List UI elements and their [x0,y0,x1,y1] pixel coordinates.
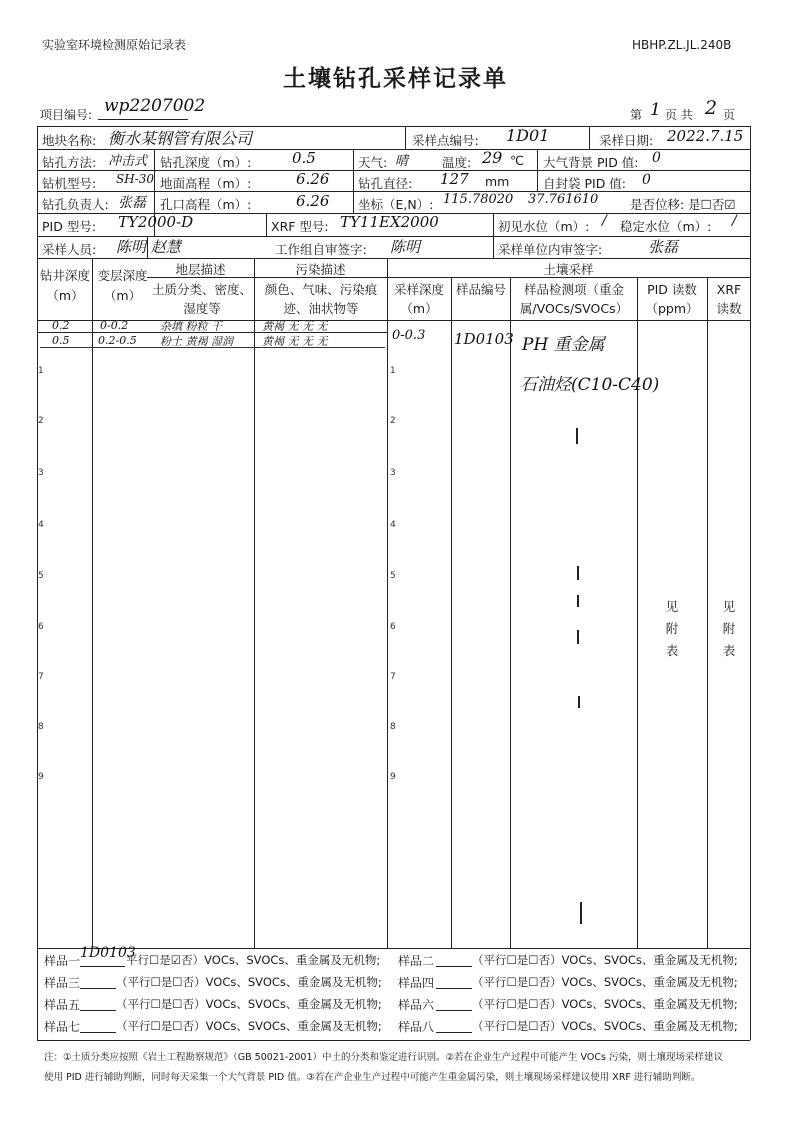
coord-e: 115.78020 [443,192,514,207]
col-pollution-sub: 颜色、气味、污染痕迹、油状物等 [264,282,378,316]
page-title: 土壤钻孔采样记录单 [283,65,508,92]
row-1-geo: 杂填 粉粒 干 [160,320,222,333]
sample-8-label: 样品八 [398,1020,435,1034]
sample-5-label: 样品五 [44,998,81,1012]
point-no-value: 1D01 [506,126,550,145]
scale-mark-5: 5 [38,571,44,581]
sampler-label: 采样人员: [42,242,97,257]
scale-mark-r5: 5 [390,571,396,581]
scale-mark-9: 9 [38,772,44,782]
unit-reviewer-label: 采样单位内审签字: [498,242,603,257]
weather-label: 天气: [358,155,388,170]
leader-label: 钻孔负责人: [42,197,109,212]
unit-reviewer-value: 张磊 [648,238,679,256]
water-stable-label: 稳定水位（m）: [620,219,712,234]
page-number: 1 [650,100,661,120]
page-prefix: 第 [630,108,643,122]
ground-label: 地面高程（m）: [160,176,252,191]
temp-value: 29 [482,148,503,167]
row-1-depth: 0.2 [52,319,70,332]
scale-mark-r6: 6 [390,622,396,632]
pid-see-appendix: 见附表 [665,599,679,658]
reviewer-value: 陈明 [390,238,421,256]
method-label: 钻孔方法: [42,155,97,170]
coord-n: 37.761610 [528,192,599,207]
diameter-value: 127 [440,170,469,188]
scale-mark-r1: 1 [390,366,396,376]
col-layer-depth: 变层深度（m） [97,268,148,303]
sample-1-label: 样品一 [44,954,81,968]
water-first-label: 初见水位（m）: [498,219,590,234]
scale-mark-4: 4 [38,520,44,530]
document-code: HBHP.ZL.JL.240B [632,38,732,52]
test-item-2: 石油烃(C10-C40) [520,375,660,395]
depth-label: 钻孔深度（m）: [160,155,252,170]
sample-4-label: 样品四 [398,976,435,990]
ground-value: 6.26 [296,170,330,188]
weather-value: 晴 [395,154,409,169]
sample-7-label: 样品七 [44,1020,81,1034]
coord-label: 坐标（E,N）: [358,197,434,212]
water-stable-value: / [732,213,737,229]
sample-1-value: 1D0103 [80,945,136,961]
plot-name-label: 地块名称: [42,133,97,148]
xrf-value: TY11EX2000 [340,213,439,231]
leader-value: 张磊 [118,195,146,211]
sample-5-parallel: （平行☐是☐否）VOCs、SVOCs、重金属及无机物; [116,997,382,1011]
bag-pid-value: 0 [642,172,651,188]
scale-mark-3: 3 [38,468,44,478]
row-1-layer: 0-0.2 [100,319,129,332]
footnote-line-1: 注：①土质分类应按照《岩土工程勘察规范》（GB 50021-2001）中土的分类和鉴定进行识别。②若在企业生产过程中可能产生 VOCs 污染，则土壤现场采样建议 [44,1052,723,1063]
scale-mark-8: 8 [38,722,44,732]
date-label: 采样日期: [599,133,654,148]
sample-6-label: 样品六 [398,998,435,1012]
row-2-pollution: 黄褐 无 无 无 [262,335,328,348]
temp-label: 温度: [442,155,472,170]
col-soil-sampling: 土壤采样 [543,262,594,277]
scale-mark-r8: 8 [390,722,396,732]
row-1-pollution: 黄褐 无 无 无 [262,320,328,333]
scale-mark-r3: 3 [390,468,396,478]
scale-mark-1: 1 [38,366,44,376]
reviewer-label: 工作组自审签字: [275,242,367,257]
scale-mark-r4: 4 [390,520,396,530]
pid-model-value: TY2000-D [118,213,194,231]
shift-label: 是否位移: 是☐否☑ [630,197,736,212]
temp-unit: ℃ [510,153,525,168]
page-mid: 页 共 [665,108,693,122]
hole-label: 孔口高程（m）: [160,197,252,212]
rig-value: SH-30 [116,172,155,186]
col-sample-no: 样品编号 [455,282,506,297]
row-2-depth: 0.5 [52,334,70,347]
col-pollution: 污染描述 [295,262,346,277]
project-no-value: wp2207002 [104,96,206,116]
sampler-value: 陈明 赵慧 [116,238,181,256]
sample-3-parallel: （平行☐是☐否）VOCs、SVOCs、重金属及无机物; [116,975,382,989]
project-no-label: 项目编号: [40,108,93,122]
sample-4-parallel: （平行☐是☐否）VOCs、SVOCs、重金属及无机物; [472,975,738,989]
method-value: 冲击式 [108,154,148,169]
scale-mark-6: 6 [38,622,44,632]
rig-label: 钻机型号: [42,176,97,191]
col-pid: PID 读数（ppm） [645,282,699,316]
sample-2-parallel: （平行☐是☐否）VOCs、SVOCs、重金属及无机物; [472,953,738,967]
hole-value: 6.26 [296,192,330,210]
bag-pid-label: 自封袋 PID 值: [543,176,627,191]
scale-mark-r9: 9 [390,772,396,782]
sample-3-label: 样品三 [44,976,81,990]
diameter-label: 钻孔直径: [358,176,413,191]
col-xrf: XRF 读数 [716,282,742,316]
row-2-geo: 粉土 黄褐 湿润 [160,335,233,348]
page-total: 2 [705,97,718,119]
sample-no-value: 1D0103 [454,330,514,348]
sample-7-parallel: （平行☐是☐否）VOCs、SVOCs、重金属及无机物; [116,1019,382,1033]
xrf-label: XRF 型号: [271,219,329,234]
sample-2-label: 样品二 [398,954,435,968]
sample-depth-value: 0-0.3 [392,328,426,343]
depth-value: 0.5 [292,149,316,167]
sample-6-parallel: （平行☐是☐否）VOCs、SVOCs、重金属及无机物; [472,997,738,1011]
date-value: 2022.7.15 [667,127,744,145]
scale-mark-r2: 2 [390,416,396,426]
row-2-layer: 0.2-0.5 [98,334,137,347]
scale-mark-7: 7 [38,672,44,682]
footnote-line-2: 使用 PID 进行辅助判断，同时每天采集一个大气背景 PID 值。③若在产企业生产过程中可能产生重金属污染，则土壤现场采样建议使用 XRF 进行辅助判断。 [44,1072,701,1083]
diameter-unit: mm [485,174,510,189]
point-no-label: 采样点编号: [412,133,479,148]
water-first-value: / [602,213,607,229]
col-sample-depth: 采样深度（m） [393,282,444,316]
xrf-see-appendix: 见附表 [722,599,736,658]
col-test-items: 样品检测项（重金属/VOCs/SVOCs） [519,282,629,316]
plot-name-value: 衡水某钢管有限公司 [108,129,253,148]
sample-1-parallel: 平行☐是☑否）VOCs、SVOCs、重金属及无机物; [126,953,381,967]
form-series-title: 实验室环境检测原始记录表 [42,38,187,52]
sample-8-parallel: （平行☐是☐否）VOCs、SVOCs、重金属及无机物; [472,1019,738,1033]
bg-pid-label: 大气背景 PID 值: [543,155,639,170]
scale-mark-r7: 7 [390,672,396,682]
col-geo-sub: 土质分类、密度、湿度等 [152,282,253,316]
page-suffix: 页 [723,108,736,122]
bg-pid-value: 0 [652,150,661,166]
pid-model-label: PID 型号: [42,219,97,234]
col-geo: 地层描述 [175,262,226,277]
scale-mark-2: 2 [38,416,44,426]
test-item-1: PH 重金属 [522,335,605,355]
col-drill-depth: 钻井深度（m） [40,268,91,303]
